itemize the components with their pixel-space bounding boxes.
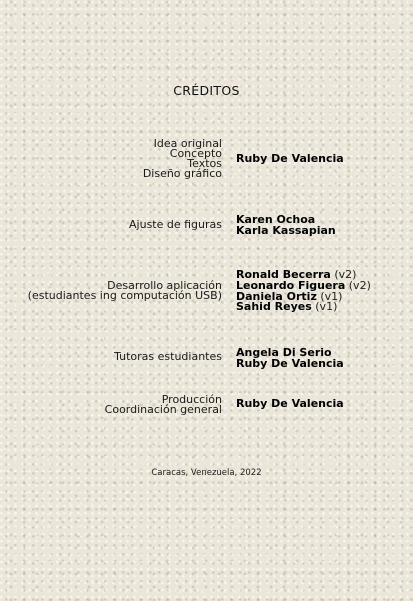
developer-name: Ronald Becerra xyxy=(236,268,331,281)
developer-entry xyxy=(236,302,337,313)
developer-name: Sahid Reyes xyxy=(236,300,312,313)
label-produccion: Producción xyxy=(161,393,222,406)
label-ajuste-figuras: Ajuste de figuras xyxy=(129,218,222,231)
label-tutoras-estudiantes: Tutoras estudiantes xyxy=(114,350,222,363)
developer-name: Leonardo Figuera xyxy=(236,279,346,292)
credit-name: Ruby De Valencia xyxy=(236,357,344,370)
label-coordinacion-general: Coordinación general xyxy=(104,403,222,416)
developer-name: Daniela Ortiz xyxy=(236,290,317,303)
label-idea-original: Idea original xyxy=(153,137,222,150)
developer-version: (v1) xyxy=(320,290,343,303)
credits-title: CRÉDITOS xyxy=(173,83,240,98)
credit-name: Karen Ochoa xyxy=(236,213,316,226)
footer-location-year: Caracas, Venezuela, 2022 xyxy=(151,468,262,478)
credit-name: Ruby De Valencia xyxy=(236,152,344,165)
developer-version: (v1) xyxy=(315,300,338,313)
label-desarrollo-aplicacion: Desarrollo aplicación xyxy=(107,279,222,292)
credit-name: Karla Kassapian xyxy=(236,224,336,237)
developer-version: (v2) xyxy=(348,279,371,292)
label-concepto: Concepto xyxy=(169,147,222,160)
credit-name: Angela Di Serio xyxy=(236,346,332,359)
label-estudiantes-usb: (estudiantes ing computación USB) xyxy=(27,289,222,302)
credit-name: Ruby De Valencia xyxy=(236,397,344,410)
developer-version: (v2) xyxy=(334,268,357,281)
label-diseno-grafico: Diseño gráfico xyxy=(142,167,222,180)
label-textos: Textos xyxy=(187,157,222,170)
